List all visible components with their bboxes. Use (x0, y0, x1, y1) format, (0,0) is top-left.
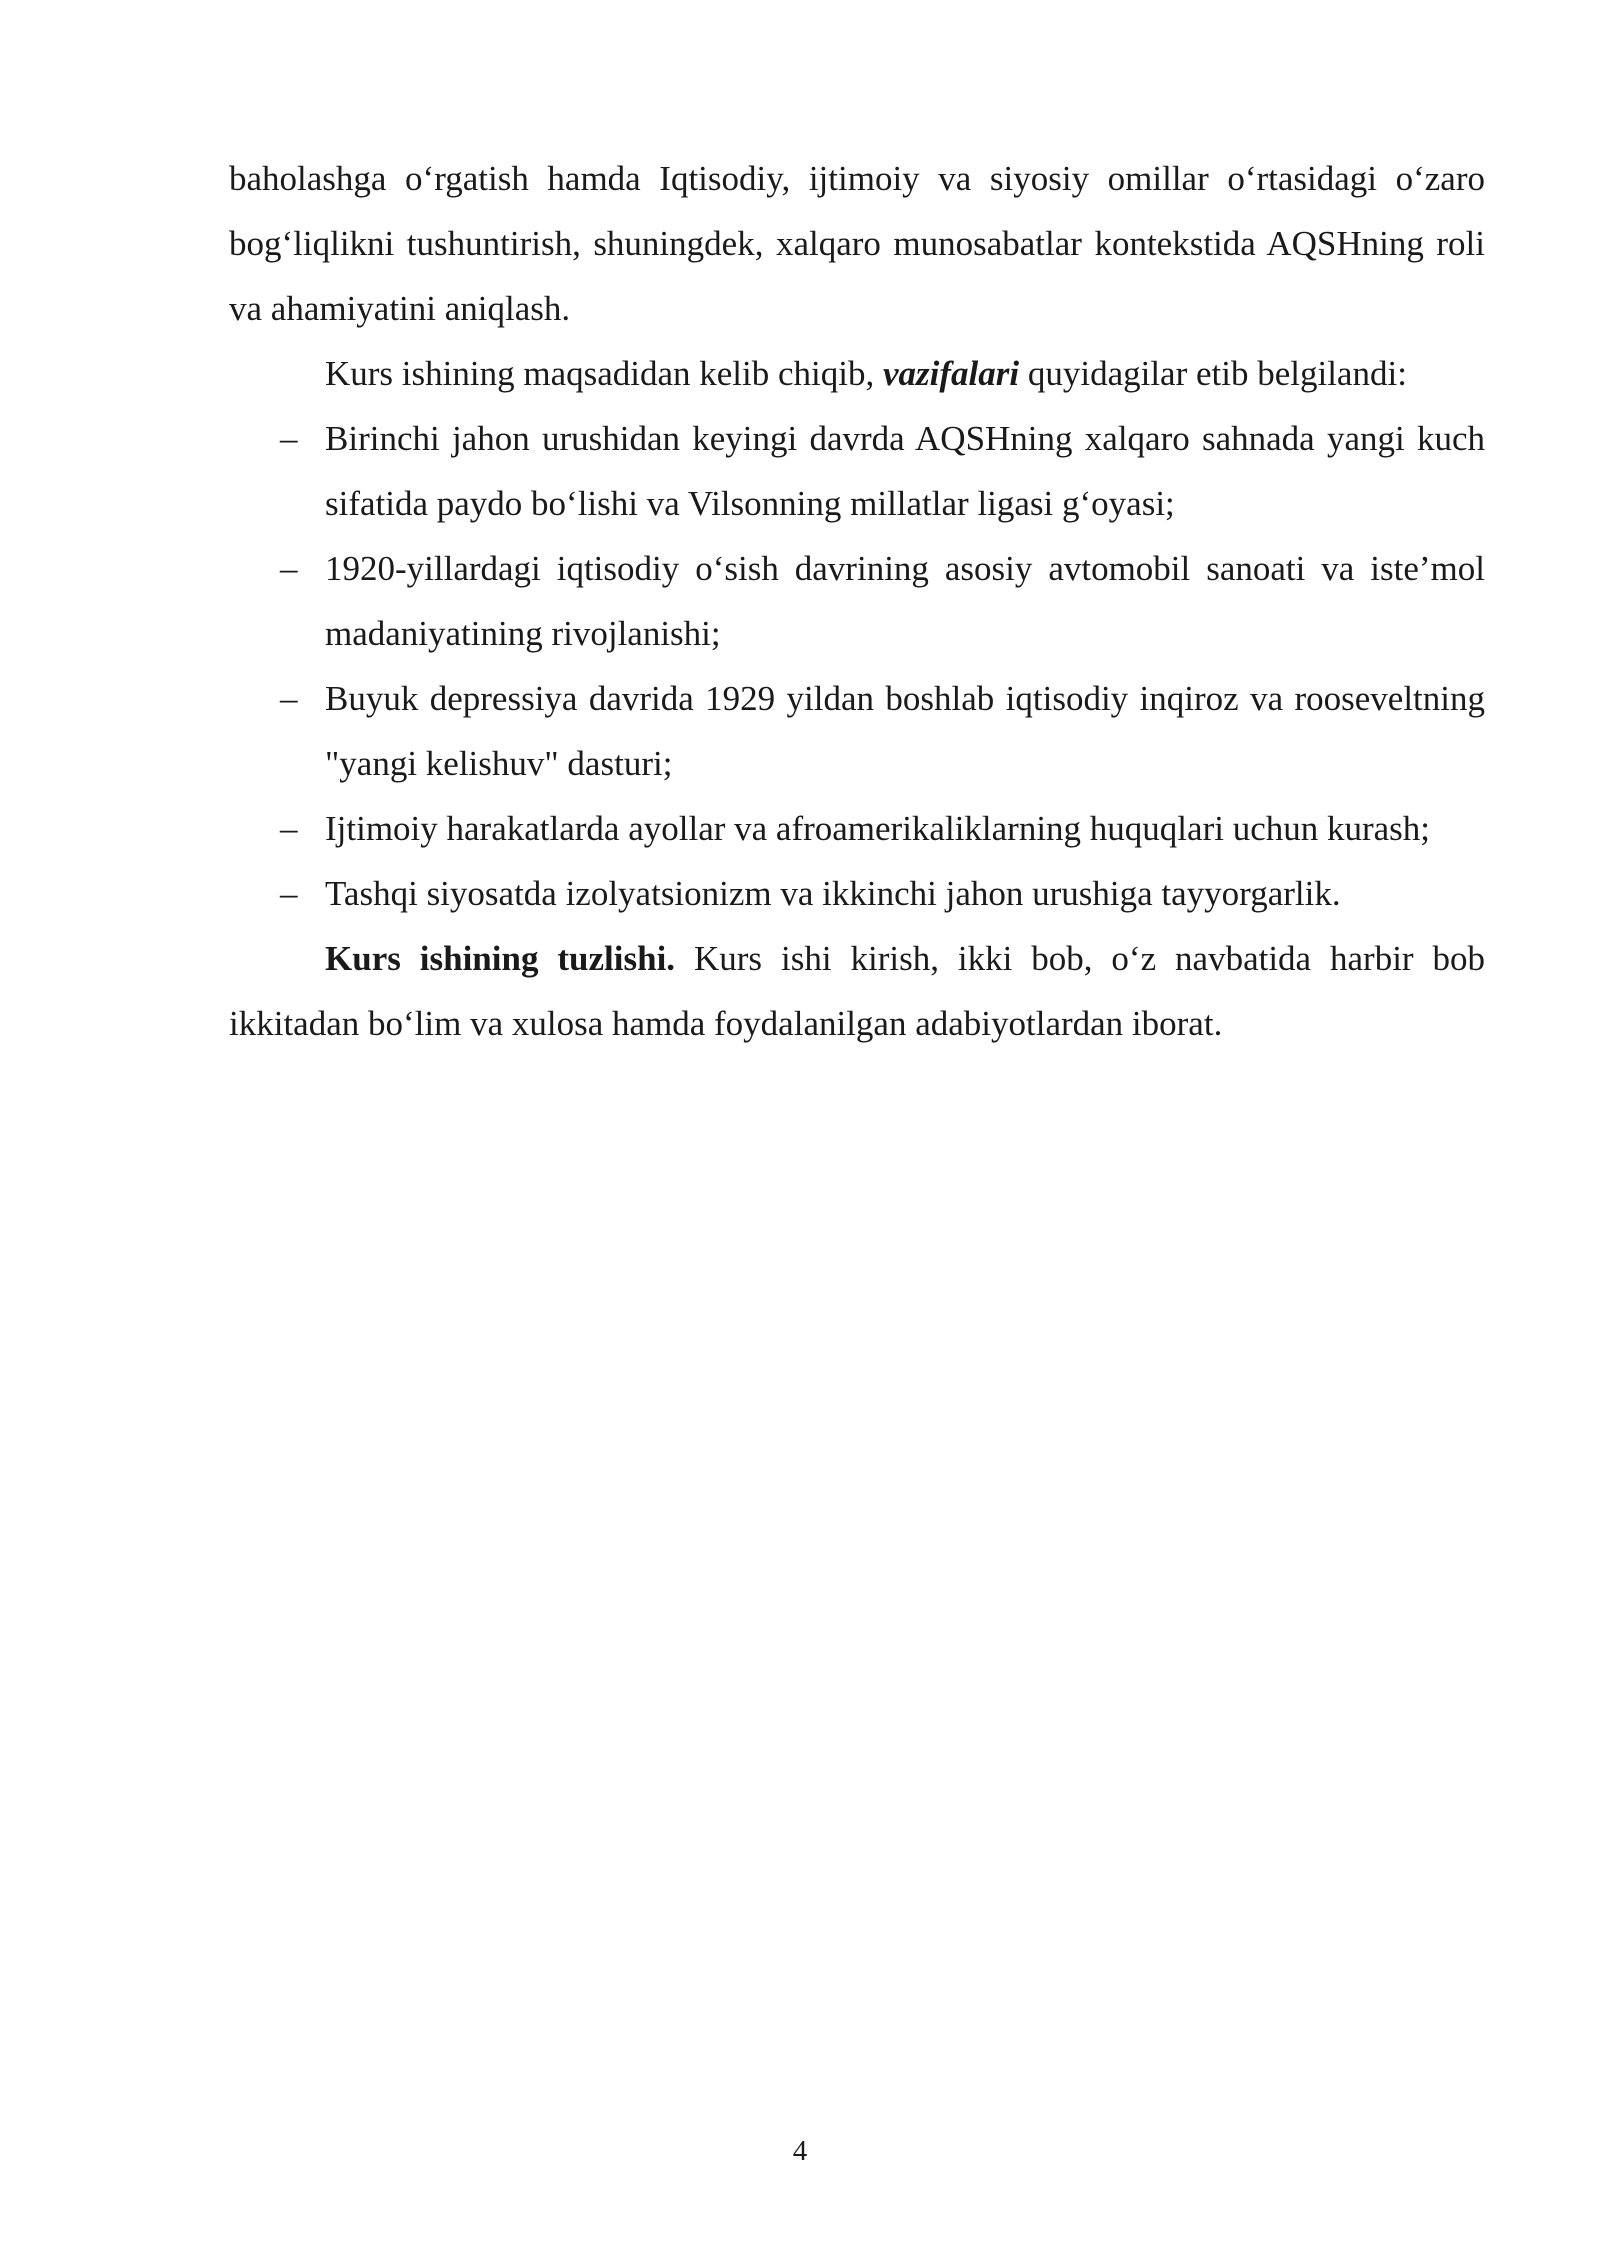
list-item (229, 796, 1485, 861)
page-number: 4 (792, 2135, 808, 2167)
tasks-lead-before: Kurs ishining maqsadidan kelib chiqib, (325, 354, 875, 393)
structure-heading: Kurs ishining tuzlishi. (325, 939, 676, 978)
list-item-text: Tashqi siyosatda izolyatsionizm va ikkinchi jahon urushiga tayyorgarlik. (325, 874, 1341, 913)
intro-paragraph: baholashga o‘rgatish hamda Iqtisodiy, ijtimoiy va siyosiy omillar o‘rtasidagi o‘zaro bog‘liqlikni tushuntirish, shuningdek, xalqaro munosabatlar kontekstida AQSHning roli va ahamiyatini aniqlash. (229, 159, 1485, 328)
list-item (229, 666, 1485, 796)
list-item-text: 1920-yillardagi iqtisodiy o‘sish davrining asosiy avtomobil sanoati va iste’mol madaniyatining rivojlanishi; (325, 549, 1485, 653)
tasks-lead-paragraph (229, 341, 1485, 406)
list-dash-marker: – (280, 809, 298, 848)
structure-paragraph (229, 926, 1485, 1056)
list-item (229, 406, 1485, 536)
list-item (229, 536, 1485, 666)
tasks-lead-after: quyidagilar etib belgilandi: (1027, 354, 1407, 393)
list-item-text: Buyuk depressiya davrida 1929 yildan boshlab iqtisodiy inqiroz va rooseveltning "yangi kelishuv" dasturi; (325, 679, 1485, 783)
list-item-text: Birinchi jahon urushidan keyingi davrda AQSHning xalqaro sahnada yangi kuch sifatida paydo bo‘lishi va Vilsonning millatlar ligasi g‘oyasi; (325, 419, 1485, 523)
tasks-lead-emphasis: vazifalari (882, 354, 1020, 393)
list-dash-marker: – (280, 419, 298, 458)
list-dash-marker: – (280, 679, 298, 718)
structure-text: Kurs ishi kirish, ikki bob, o‘z navbatida harbir bob ikkitadan bo‘lim va xulosa hamda foydalanilgan adabiyotlardan iborat. (229, 939, 1486, 1043)
page-content (229, 146, 1485, 1056)
list-item-text: Ijtimoiy harakatlarda ayollar va afroamerikaliklarning huquqlari uchun kurash; (325, 809, 1431, 848)
list-item (229, 861, 1485, 926)
tasks-list (229, 406, 1485, 926)
list-dash-marker: – (280, 549, 298, 588)
list-dash-marker: – (280, 874, 298, 913)
